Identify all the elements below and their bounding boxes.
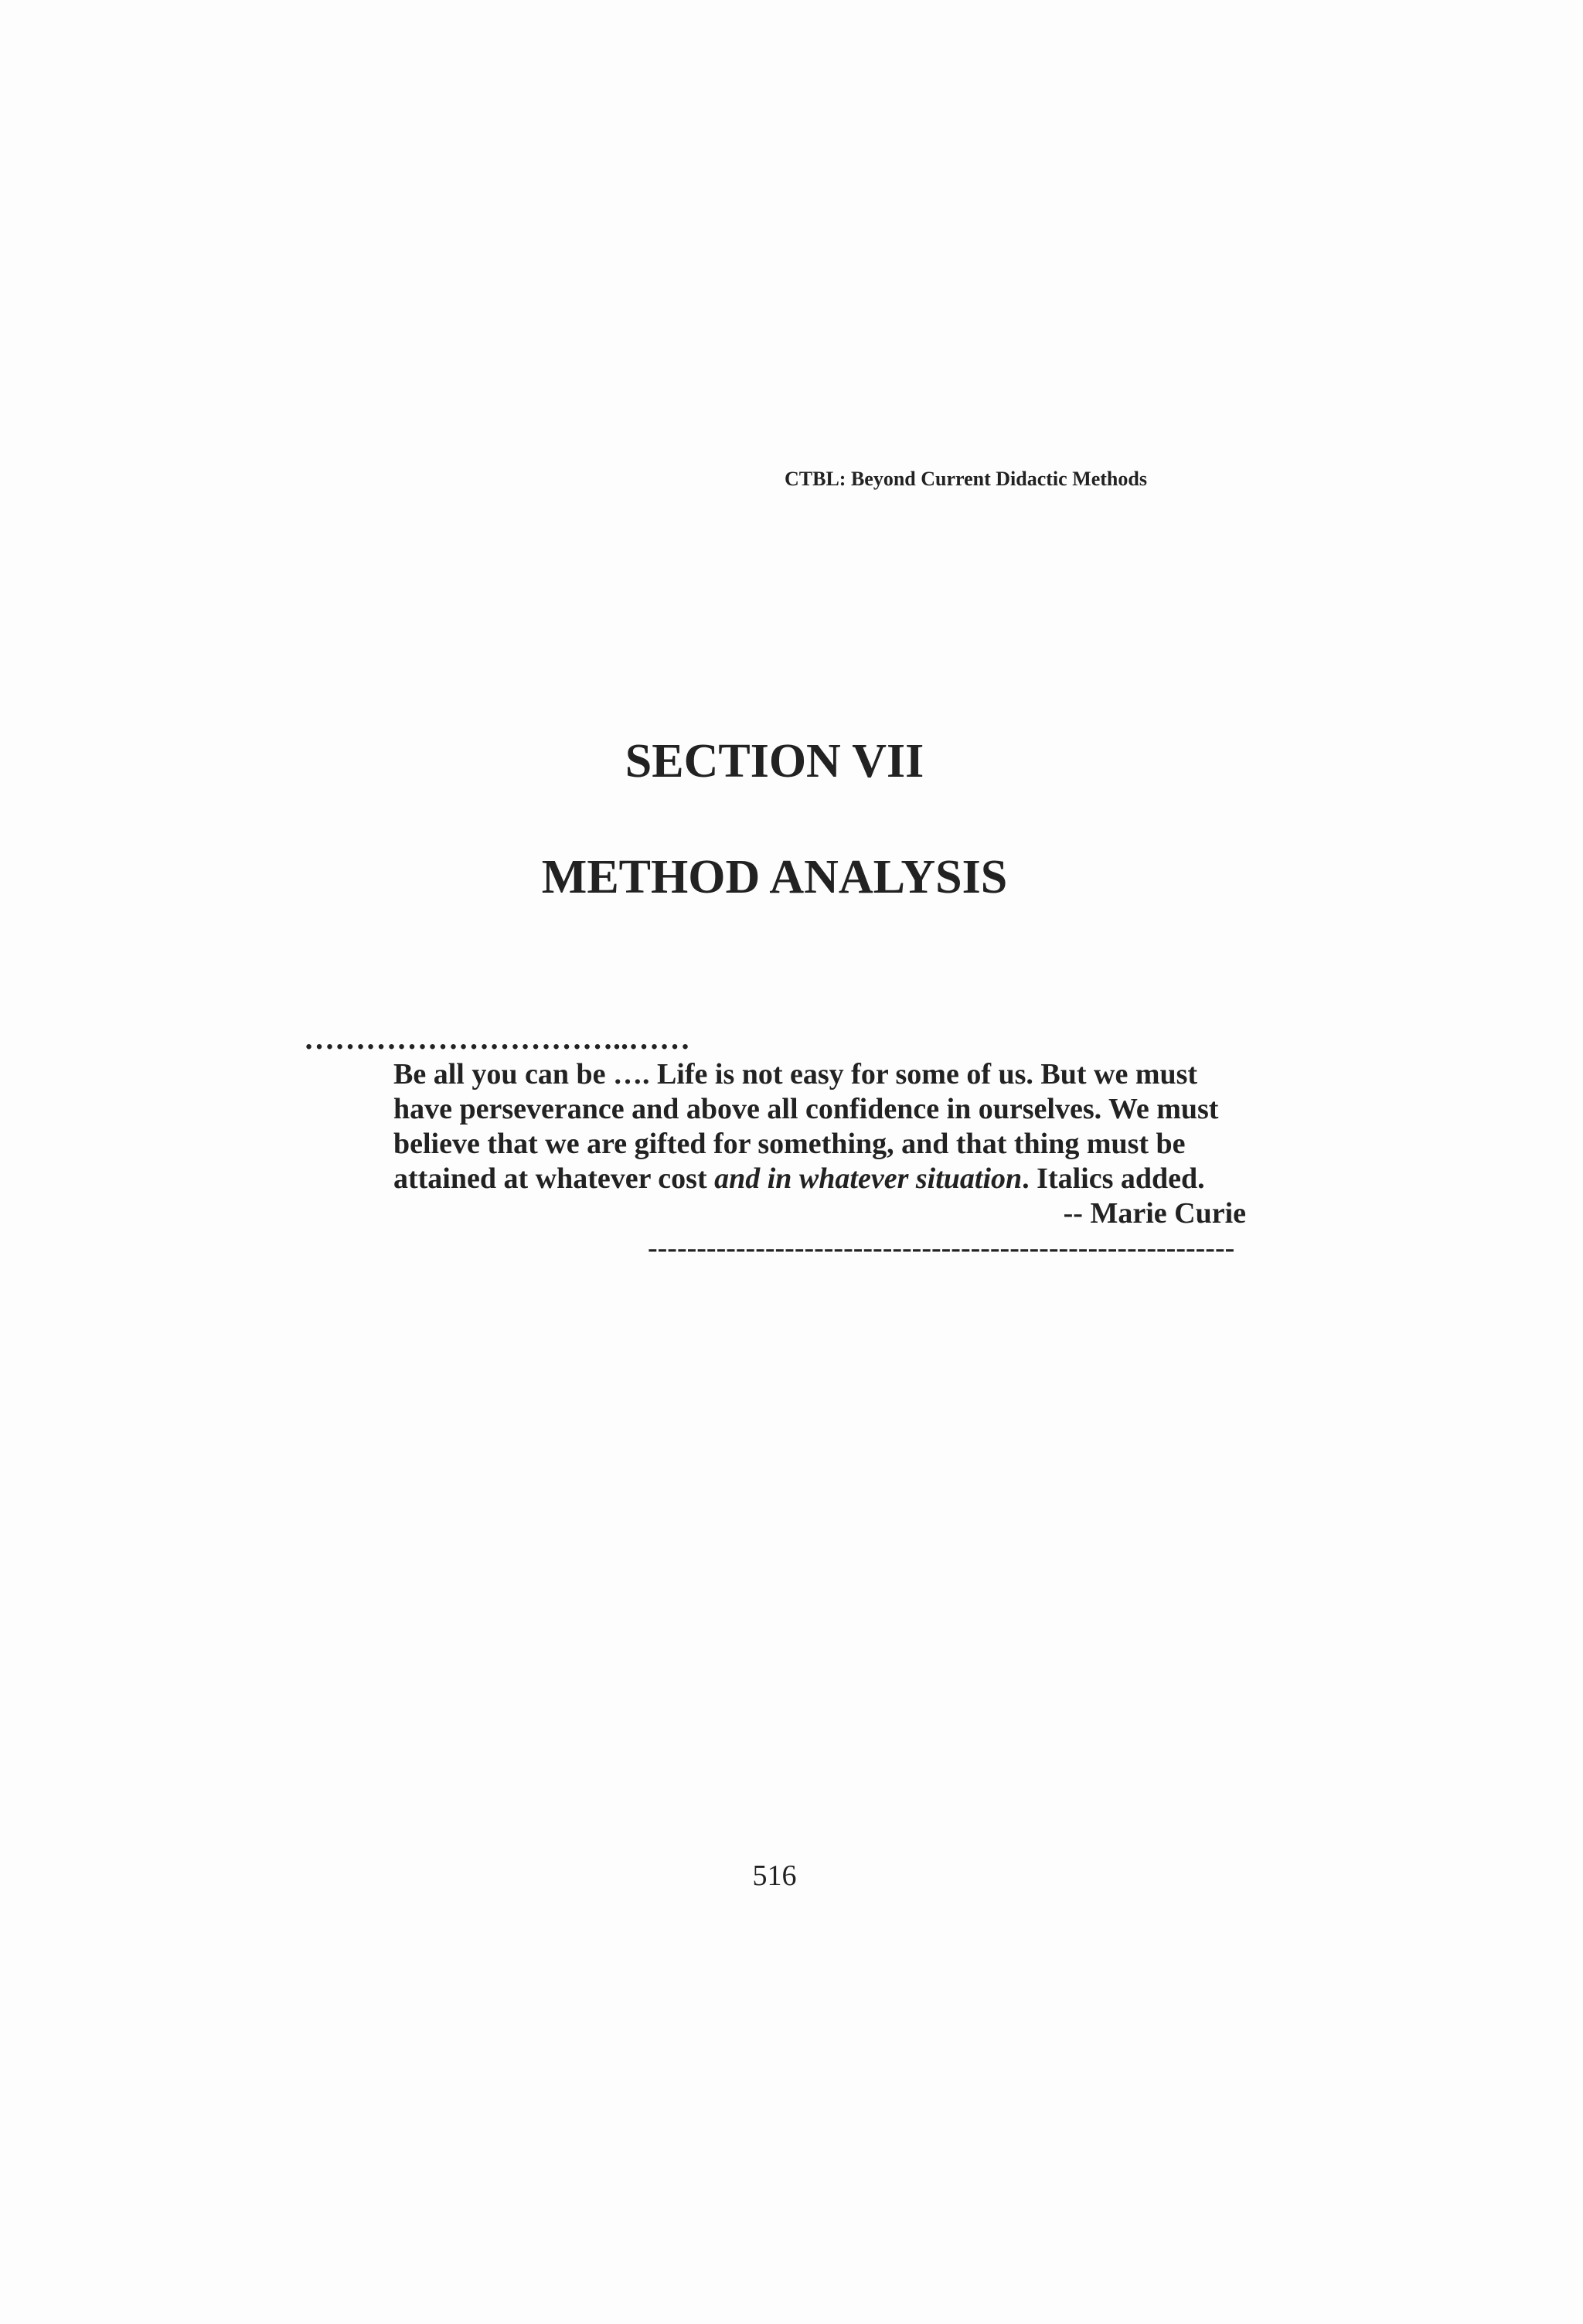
epigraph-dot-leader: …………………………..……: [304, 1021, 690, 1056]
quote-italic-text: and in whatever situation: [714, 1162, 1023, 1195]
quote-attribution: -- Marie Curie: [1063, 1197, 1246, 1230]
section-title: METHOD ANALYSIS: [541, 851, 1008, 903]
quote-line: have perseverance and above all confidence in ourselves. We must: [393, 1093, 1219, 1125]
section-number: SECTION VII: [625, 735, 924, 788]
page-number: 516: [752, 1860, 797, 1892]
quote-line: believe that we are gifted for something, and that thing must be: [393, 1128, 1186, 1160]
quote-text: . Italics added.: [1022, 1162, 1205, 1195]
running-header: CTBL: Beyond Current Didactic Methods: [785, 468, 1147, 490]
quote-line: Be all you can be …. Life is not easy for some of us. But we must: [393, 1058, 1198, 1091]
quote-line-last: [393, 1162, 1282, 1196]
closing-dash-rule: ------------------------------------------------------------: [648, 1232, 1235, 1264]
quote-text: attained at whatever cost: [393, 1162, 715, 1195]
epigraph-quote: [393, 1057, 1282, 1196]
